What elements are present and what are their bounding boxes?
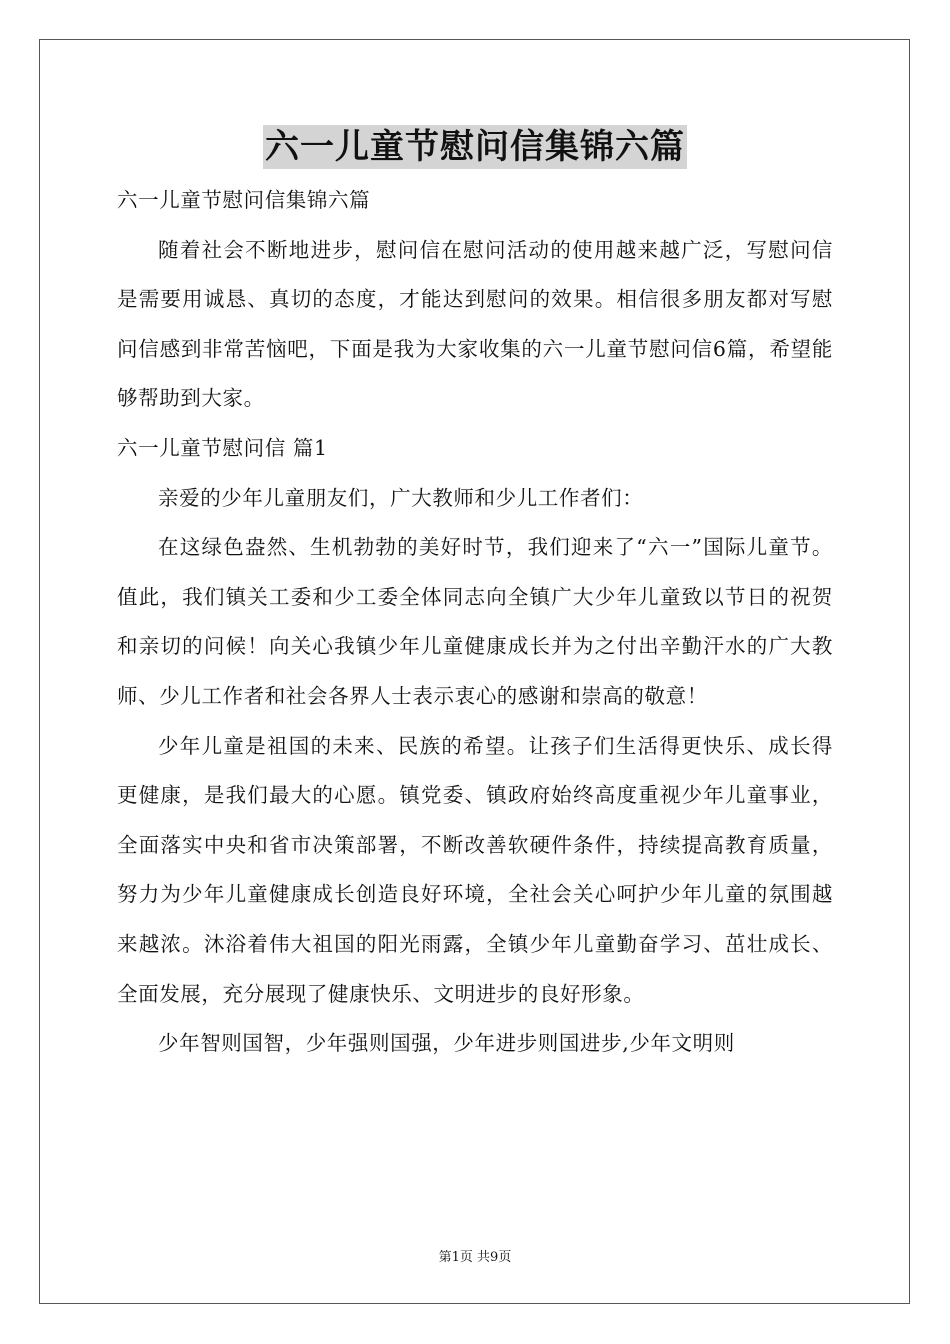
paragraph: 六一儿童节慰问信集锦六篇 [117, 188, 371, 212]
document-body [117, 176, 833, 1069]
paragraph: 少年儿童是祖国的未来、民族的希望。让孩子们生活得更快乐、成长得更健康，是我们最大的心愿。镇党委、镇政府始终高度重视少年儿童事业，全面落实中央和省市决策部署，不断改善软硬件条件，持续提高教育质量，努力为少年儿童健康成长创造良好环境，全社会关心呵护少年儿童的氛围越来越浓。沐浴着伟大祖国的阳光雨露，全镇少年儿童勤奋学习、茁壮成长、全面发展，充分展现了健康快乐、文明进步的良好形象。 [117, 733, 833, 1006]
page-footer: 第1页 共9页 [438, 1250, 512, 1265]
document-title-wrap [0, 125, 950, 169]
paragraph: 随着社会不断地进步，慰问信在慰问活动的使用越来越广泛，写慰问信是需要用诚恳、真切的态度，才能达到慰问的效果。相信很多朋友都对写慰问信感到非常苦恼吧，下面是我为大家收集的六一儿童节慰问信6篇，希望能够帮助到大家。 [117, 237, 833, 411]
paragraph: 少年智则国智，少年强则国强，少年进步则国进步,少年文明则 [158, 1031, 735, 1056]
paragraph: 在这绿色盎然、生机勃勃的美好时节，我们迎来了“六一”国际儿童节。值此，我们镇关工委和少工委全体同志向全镇广大少年儿童致以节日的祝贺和亲切的问候！向关心我镇少年儿童健康成长并为之付出辛勤汗水的广大教师、少儿工作者和社会各界人士表示衷心的感谢和崇高的敬意！ [117, 535, 833, 708]
paragraph: 亲爱的少年儿童朋友们，广大教师和少儿工作者们： [158, 485, 644, 510]
paragraph: 六一儿童节慰问信 篇1 [117, 435, 328, 460]
document-title: 六一儿童节慰问信集锦六篇 [265, 127, 685, 167]
